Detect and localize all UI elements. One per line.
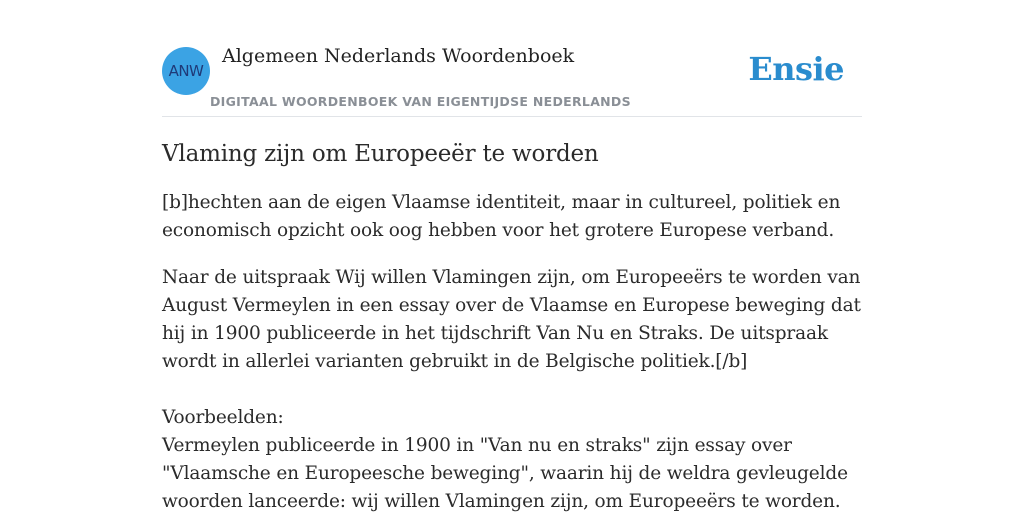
site-header (162, 0, 862, 117)
logo-text: ANW (168, 62, 204, 80)
entry-origin: Naar de uitspraak Wij willen Vlamingen zijn, om Europeeërs te worden van August Vermeylen in een essay over de Vlaamse en Europese beweging dat hij in 1900 publiceerde in het tijdschrift Van Nu en Straks. De uitspraak wordt in allerlei varianten gebruikt in de Belgische politiek.[/b] (162, 267, 861, 372)
example-text: Vermeylen publiceerde in 1900 in "Van nu en straks" zijn essay over "Vlaamsche en Europeesche beweging", waarin hij de weldra gevleugelde woorden lanceerde: wij willen Vlamingen zijn, om Europeeërs te worden. (162, 435, 848, 512)
site-subtitle: DIGITAAL WOORDENBOEK VAN EIGENTIJDSE NEDERLANDS (210, 94, 631, 109)
page-content (162, 0, 862, 516)
ensie-logo[interactable]: Ensie (748, 50, 844, 88)
entry-definition: [b]hechten aan de eigen Vlaamse identiteit, maar in cultureel, politiek en economisch opzicht ook oog hebben voor het grotere Europese verband. (162, 192, 841, 241)
site-title[interactable]: Algemeen Nederlands Woordenboek (222, 45, 575, 67)
anw-logo[interactable] (162, 47, 210, 95)
spacer (162, 376, 862, 404)
entry-title: Vlaming zijn om Europeeër te worden (162, 141, 599, 167)
entry-body (162, 264, 862, 516)
examples-label: Voorbeelden: (162, 407, 284, 428)
